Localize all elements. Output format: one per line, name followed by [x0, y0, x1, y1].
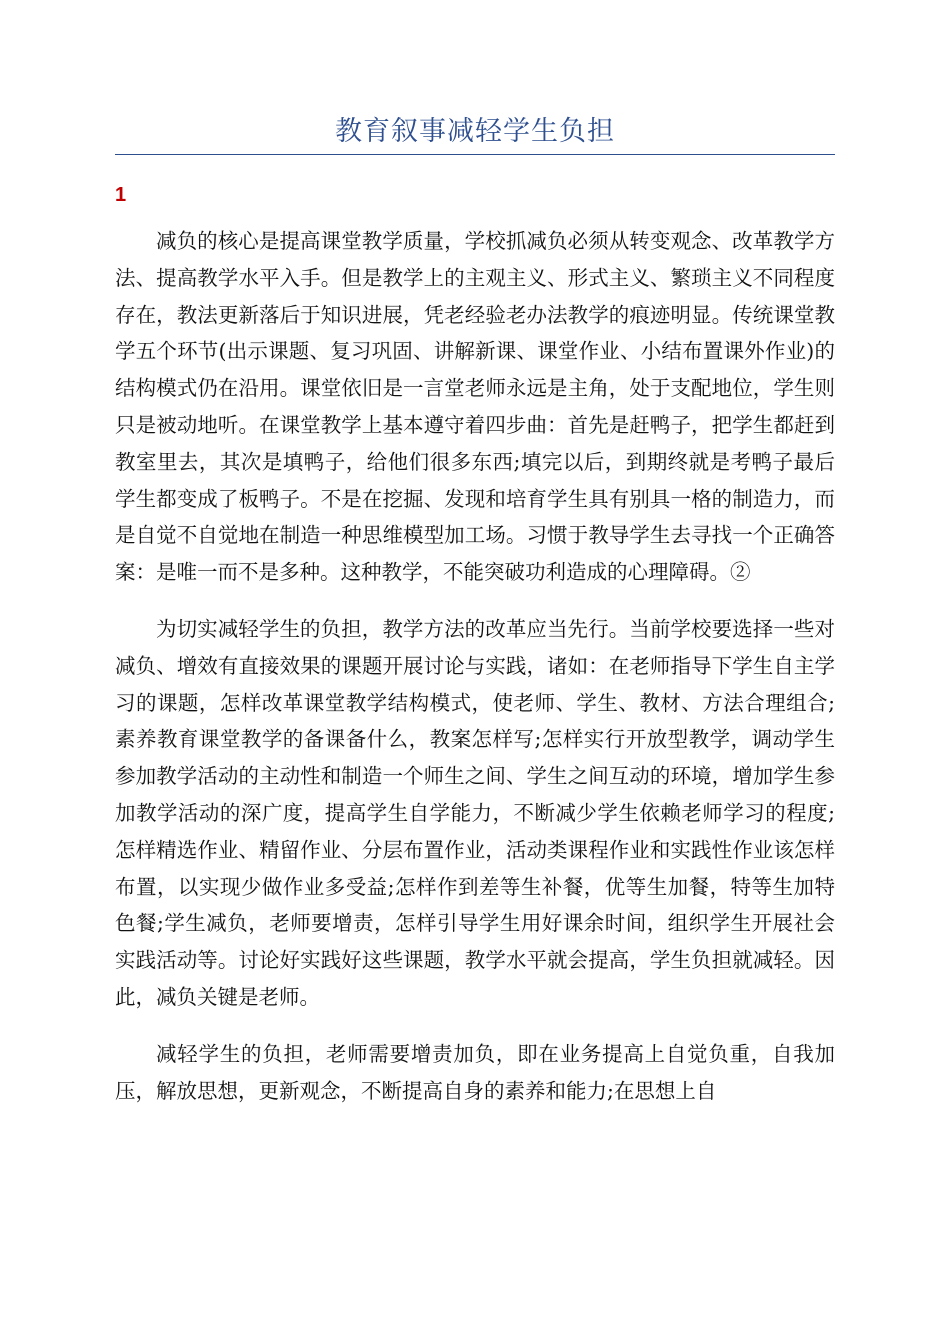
paragraph-1: 减负的核心是提高课堂教学质量，学校抓减负必须从转变观念、改革教学方法、提高教学水平入手。但是教学上的主观主义、形式主义、繁琐主义不同程度存在，教法更新落后于知识进展，凭老经验老办法教学的痕迹明显。传统课堂教学五个环节(出示课题、复习巩固、讲解新课、课堂作业、小结布置课外作业)的结构模式仍在沿用。课堂依旧是一言堂老师永远是主角，处于支配地位，学生则只是被动地听。在课堂教学上基本遵守着四步曲：首先是赶鸭子，把学生都赶到教室里去，其次是填鸭子，给他们很多东西;填完以后，到期终就是考鸭子最后学生都变成了板鸭子。不是在挖掘、发现和培育学生具有别具一格的制造力，而是自觉不自觉地在制造一种思维模型加工场。习惯于教导学生去寻找一个正确答案：是唯一而不是多种。这种教学，不能突破功利造成的心理障碍。②: [115, 229, 835, 585]
paragraph-2: 为切实减轻学生的负担，教学方法的改革应当先行。当前学校要选择一些对减负、增效有直接效果的课题开展讨论与实践，诸如：在老师指导下学生自主学习的课题，怎样改革课堂教学结构模式，使老师、学生、教材、方法合理组合;素养教育课堂教学的备课备什么，教案怎样写;怎样实行开放型教学，调动学生参加教学活动的主动性和制造一个师生之间、学生之间互动的环境，增加学生参加教学活动的深广度，提高学生自学能力，不断减少学生依赖老师学习的程度;怎样精选作业、精留作业、分层布置作业，活动类课程作业和实践性作业该怎样布置，以实现少做作业多受益;怎样作到差等生补餐，优等生加餐，特等生加特色餐;学生减负，老师要增责，怎样引导学生用好课余时间，组织学生开展社会实践活动等。讨论好实践好这些课题，教学水平就会提高，学生负担就减轻。因此，减负关键是老师。: [115, 616, 835, 1009]
section-number: 1: [115, 184, 127, 206]
title-underline: [115, 154, 835, 155]
document-title: 教育叙事减轻学生负担: [335, 116, 615, 147]
paragraph-3: 减轻学生的负担，老师需要增责加负，即在业务提高上自觉负重，自我加压，解放思想，更新观念，不断提高自身的素养和能力;在思想上自: [115, 1041, 835, 1103]
body-text: [115, 223, 835, 1129]
